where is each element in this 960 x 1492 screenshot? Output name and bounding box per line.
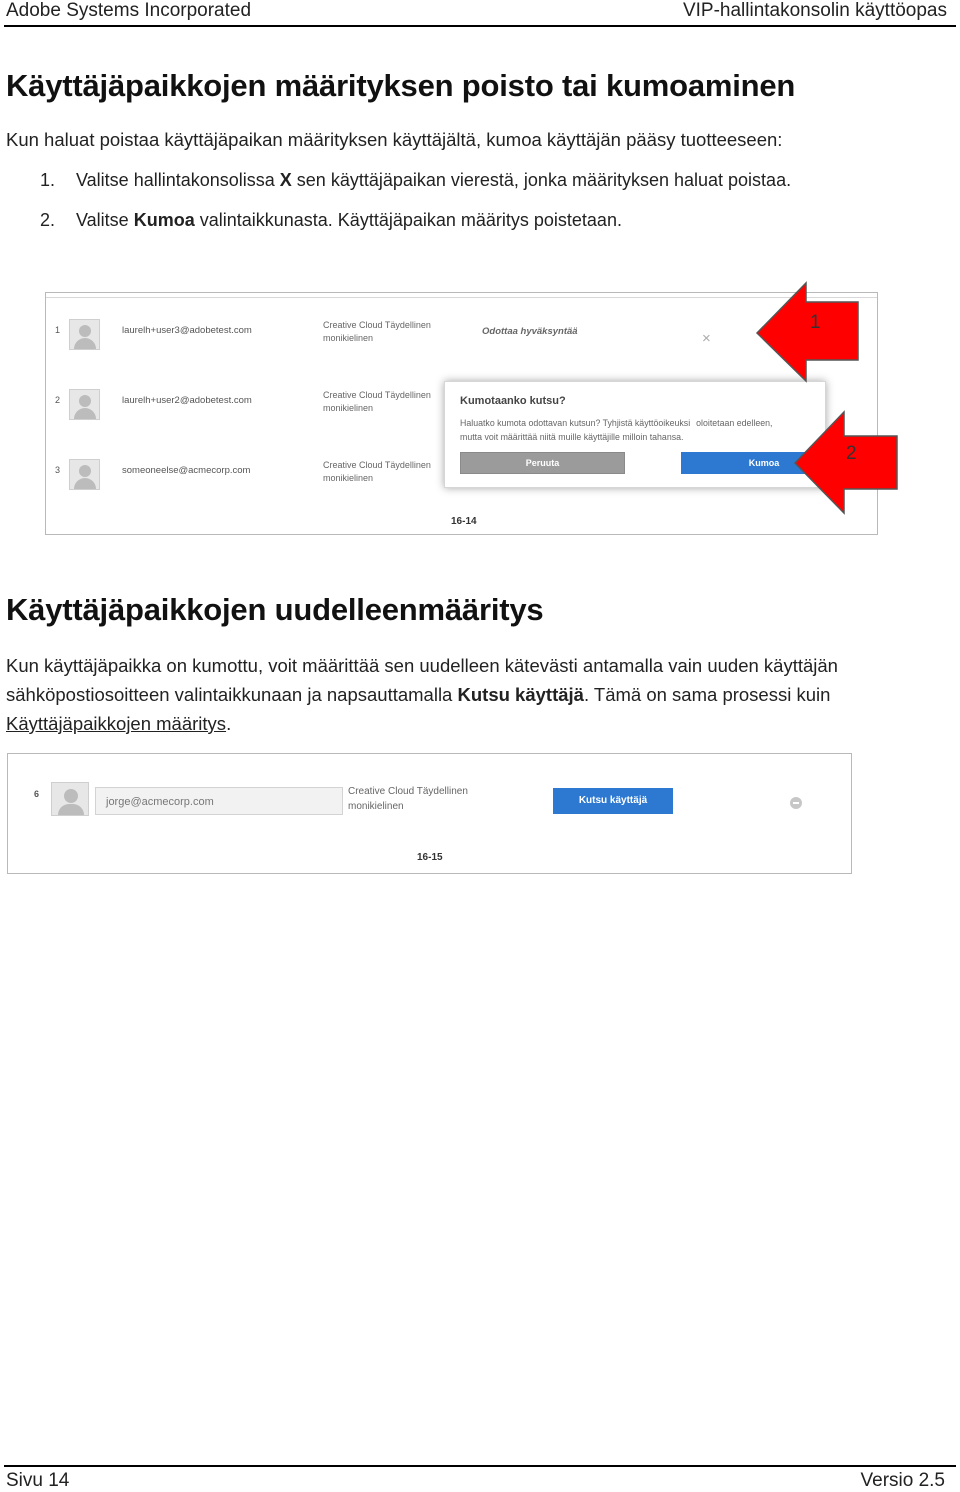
callout-label: 1	[810, 312, 821, 333]
product-name	[323, 459, 431, 485]
page-number: Sivu 14	[6, 1470, 70, 1491]
step-number: 2.	[40, 210, 56, 230]
paragraph-line	[6, 680, 920, 709]
step-text-post: sen käyttäjäpaikan vierestä, jonka määrityksen haluat poistaa.	[291, 170, 792, 190]
callout-arrow-2	[793, 409, 900, 516]
user-email: laurelh+user3@adobetest.com	[122, 325, 252, 336]
row-number: 2	[55, 395, 61, 405]
pending-status: Odottaa hyväksyntää	[482, 326, 578, 337]
text-run: sähköpostiosoitteen valintaikkunaan ja napsauttamalla	[6, 684, 458, 705]
revoke-x-icon[interactable]: ×	[702, 330, 711, 347]
header-divider	[4, 25, 956, 27]
product-line2: monikielinen	[323, 403, 374, 413]
product-name	[323, 319, 431, 345]
product-line2: monikielinen	[323, 473, 374, 483]
figure-caption: 16-15	[417, 852, 443, 863]
step-text	[76, 210, 622, 231]
section-intro: Kun haluat poistaa käyttäjäpaikan määrityksen käyttäjältä, kumoa käyttäjän pääsy tuotteeseen:	[6, 129, 783, 150]
product-line2: monikielinen	[348, 801, 404, 812]
cancel-button[interactable]: Peruuta	[460, 452, 625, 474]
user-email: someoneelse@acmecorp.com	[122, 465, 251, 476]
dialog-message-line1: Haluatko kumota odottavan kutsun? Tyhjistä käyttöoikeuksi	[460, 418, 691, 428]
callout-label: 2	[846, 443, 857, 464]
row-number: 3	[55, 465, 61, 475]
dialog-message-line1b: oloitetaan edelleen,	[696, 418, 773, 428]
row-number: 1	[55, 325, 61, 335]
product-line2: monikielinen	[323, 333, 374, 343]
revoke-button[interactable]: Kumoa	[681, 452, 847, 474]
dialog-message-line2: mutta voit määrittää niitä muille käyttäjille milloin tahansa.	[460, 432, 684, 442]
figure-caption: 16-14	[451, 516, 477, 527]
company-name: Adobe Systems Incorporated	[6, 0, 252, 21]
table-row	[46, 319, 446, 359]
text-run-bold: Kutsu käyttäjä	[457, 684, 584, 705]
dialog-message	[460, 416, 810, 444]
table-row	[46, 459, 446, 499]
product-line1: Creative Cloud Täydellinen	[323, 320, 431, 330]
dialog-title: Kumotaanko kutsu?	[460, 395, 566, 407]
footer-divider	[4, 1465, 956, 1467]
invite-user-button[interactable]: Kutsu käyttäjä	[553, 788, 673, 814]
page-footer	[0, 1462, 960, 1490]
product-name	[323, 389, 431, 415]
step-text-post: valintaikkunasta. Käyttäjäpaikan määritys poistetaan.	[194, 210, 622, 230]
avatar	[69, 389, 100, 420]
text-run: .	[226, 713, 232, 734]
step-text-bold: Kumoa	[133, 210, 195, 230]
section-title-revoke: Käyttäjäpaikkojen määrityksen poisto tai kumoaminen	[6, 68, 796, 103]
paragraph-line	[6, 709, 920, 738]
row-number: 6	[34, 789, 40, 799]
avatar	[69, 319, 100, 350]
step-text-pre: Valitse hallintakonsolissa	[76, 170, 280, 190]
page-header	[0, 0, 960, 26]
text-run: . Tämä on sama prosessi kuin	[583, 684, 831, 705]
step-number: 1.	[40, 170, 56, 190]
figure-reassign-screenshot	[7, 753, 852, 874]
remove-icon[interactable]	[790, 797, 802, 809]
email-input[interactable]: jorge@acmecorp.com	[95, 787, 343, 815]
callout-arrow-1	[755, 280, 860, 386]
arrow-shape	[755, 280, 860, 386]
product-line1: Creative Cloud Täydellinen	[348, 786, 468, 797]
step-text-bold: X	[279, 170, 292, 190]
document-version: Versio 2.5	[860, 1470, 945, 1491]
figure-revoke-screenshot	[45, 292, 878, 535]
divider	[46, 297, 877, 298]
step-text-pre: Valitse	[76, 210, 134, 230]
avatar	[51, 782, 89, 816]
product-line1: Creative Cloud Täydellinen	[323, 390, 431, 400]
section2-paragraph	[6, 651, 920, 738]
section-title-reassign: Käyttäjäpaikkojen uudelleenmääritys	[6, 592, 544, 627]
document-title: VIP-hallintakonsolin käyttöopas	[682, 0, 947, 21]
avatar	[69, 459, 100, 490]
link-seat-assignment[interactable]: Käyttäjäpaikkojen määritys	[6, 713, 227, 734]
revoke-invite-dialog	[444, 381, 826, 488]
product-name	[348, 784, 468, 814]
product-line1: Creative Cloud Täydellinen	[323, 460, 431, 470]
paragraph-line: Kun käyttäjäpaikka on kumottu, voit määrittää sen uudelleen kätevästi antamalla vain uuden käyttäjän	[6, 655, 838, 676]
user-email: laurelh+user2@adobetest.com	[122, 395, 252, 406]
table-row	[46, 389, 446, 429]
step-text	[76, 170, 791, 191]
